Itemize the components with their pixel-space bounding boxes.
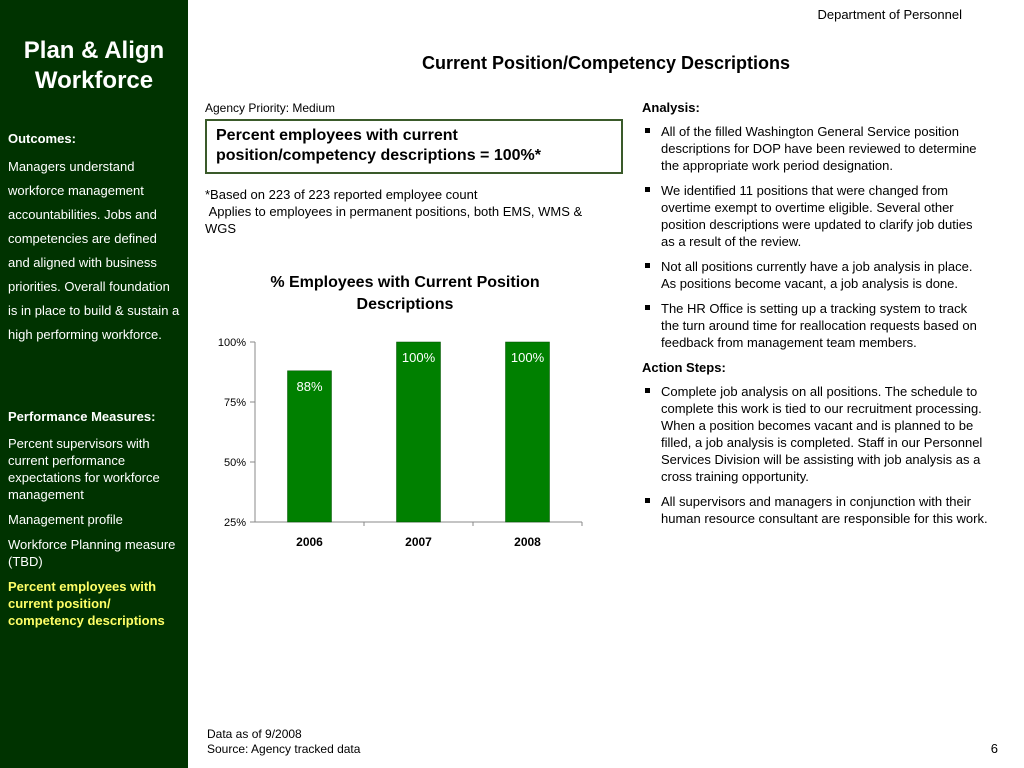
sidebar-title: Plan & Align Workforce [23,37,165,94]
outcomes-text: Managers understand workforce management accountabilities. Jobs and competencies are defined and aligned with business priorities. Overall foundation is in place to build & sustain a high performing workforce. [8,159,180,342]
analysis-panel [642,99,988,535]
data-as-of: Data as of 9/2008 [207,727,302,741]
action-item: Complete job analysis on all positions. The schedule to complete this work is tied to our recruitment processing. When a position becomes vacant and is planned to be filled, a job analysis is completed. Staff in our Personnel Services Division will be assisting with job analysis as a cross training opportunity. [642,383,988,485]
x-tick-label: 2007 [405,535,432,549]
chart-title: % Employees with Current Position Descriptions [270,274,540,313]
measures-heading: Performance Measures: [8,409,156,424]
measures-list [8,435,180,629]
data-label-2006: 88% [296,378,323,394]
x-tick-label: 2008 [514,535,541,549]
measure-item: Workforce Planning measure (TBD) [8,537,176,569]
analysis-item: Not all positions currently have a job analysis in place. As positions become vacant, a job analysis is done. [642,258,988,292]
chart-svg [205,262,615,562]
analysis-item: The HR Office is setting up a tracking system to track the turn around time for reallocation requests based on feedback from management team members. [642,300,988,351]
bar-2007 [397,342,441,522]
page-number: 6 [990,741,998,756]
analysis-item: All of the filled Washington General Service position descriptions for DOP have been reviewed to determine the appropriate work period designation. [642,123,988,174]
measure-item: Percent supervisors with current performance expectations for workforce management [8,436,160,502]
y-tick-label: 100% [217,337,246,349]
chart [205,262,615,562]
data-label-2007: 100% [401,350,436,365]
footnote-line-1: *Based on 223 of 223 reported employee count [205,187,478,202]
agency-priority: Agency Priority: Medium [205,101,336,115]
analysis-item: We identified 11 positions that were changed from overtime exempt to overtime eligible. Several other position descriptions were updated to clarify job duties as a result of the review. [642,182,988,250]
analysis-heading: Analysis: [642,100,700,115]
sidebar [0,0,188,768]
analysis-list [642,123,988,351]
page-title: Current Position/Competency Descriptions [421,53,791,73]
x-tick-label: 2006 [296,535,323,549]
footnote-line-2: Applies to employees in permanent positions, both EMS, WMS & WGS [205,204,586,236]
y-tick-label: 50% [223,457,246,469]
measure-item: Management profile [8,512,123,527]
data-label-2008: 100% [510,350,545,365]
outcomes-heading: Outcomes: [8,131,76,146]
percent-summary-box: Percent employees with current position/competency descriptions = 100%* [205,119,623,174]
action-item: All supervisors and managers in conjunction with their human resource consultant are responsible for this work. [642,493,988,527]
y-tick-label: 25% [223,517,246,529]
action-steps-heading: Action Steps: [642,360,726,375]
data-source: Source: Agency tracked data [207,742,361,756]
footer [207,727,360,757]
footnote [205,186,615,237]
y-tick-label: 75% [223,397,246,409]
department-name: Department of Personnel [817,7,962,22]
measure-item-current: Percent employees with current position/ competency descriptions [8,579,165,628]
bar-2008 [506,342,550,522]
action-steps-list [642,383,988,527]
